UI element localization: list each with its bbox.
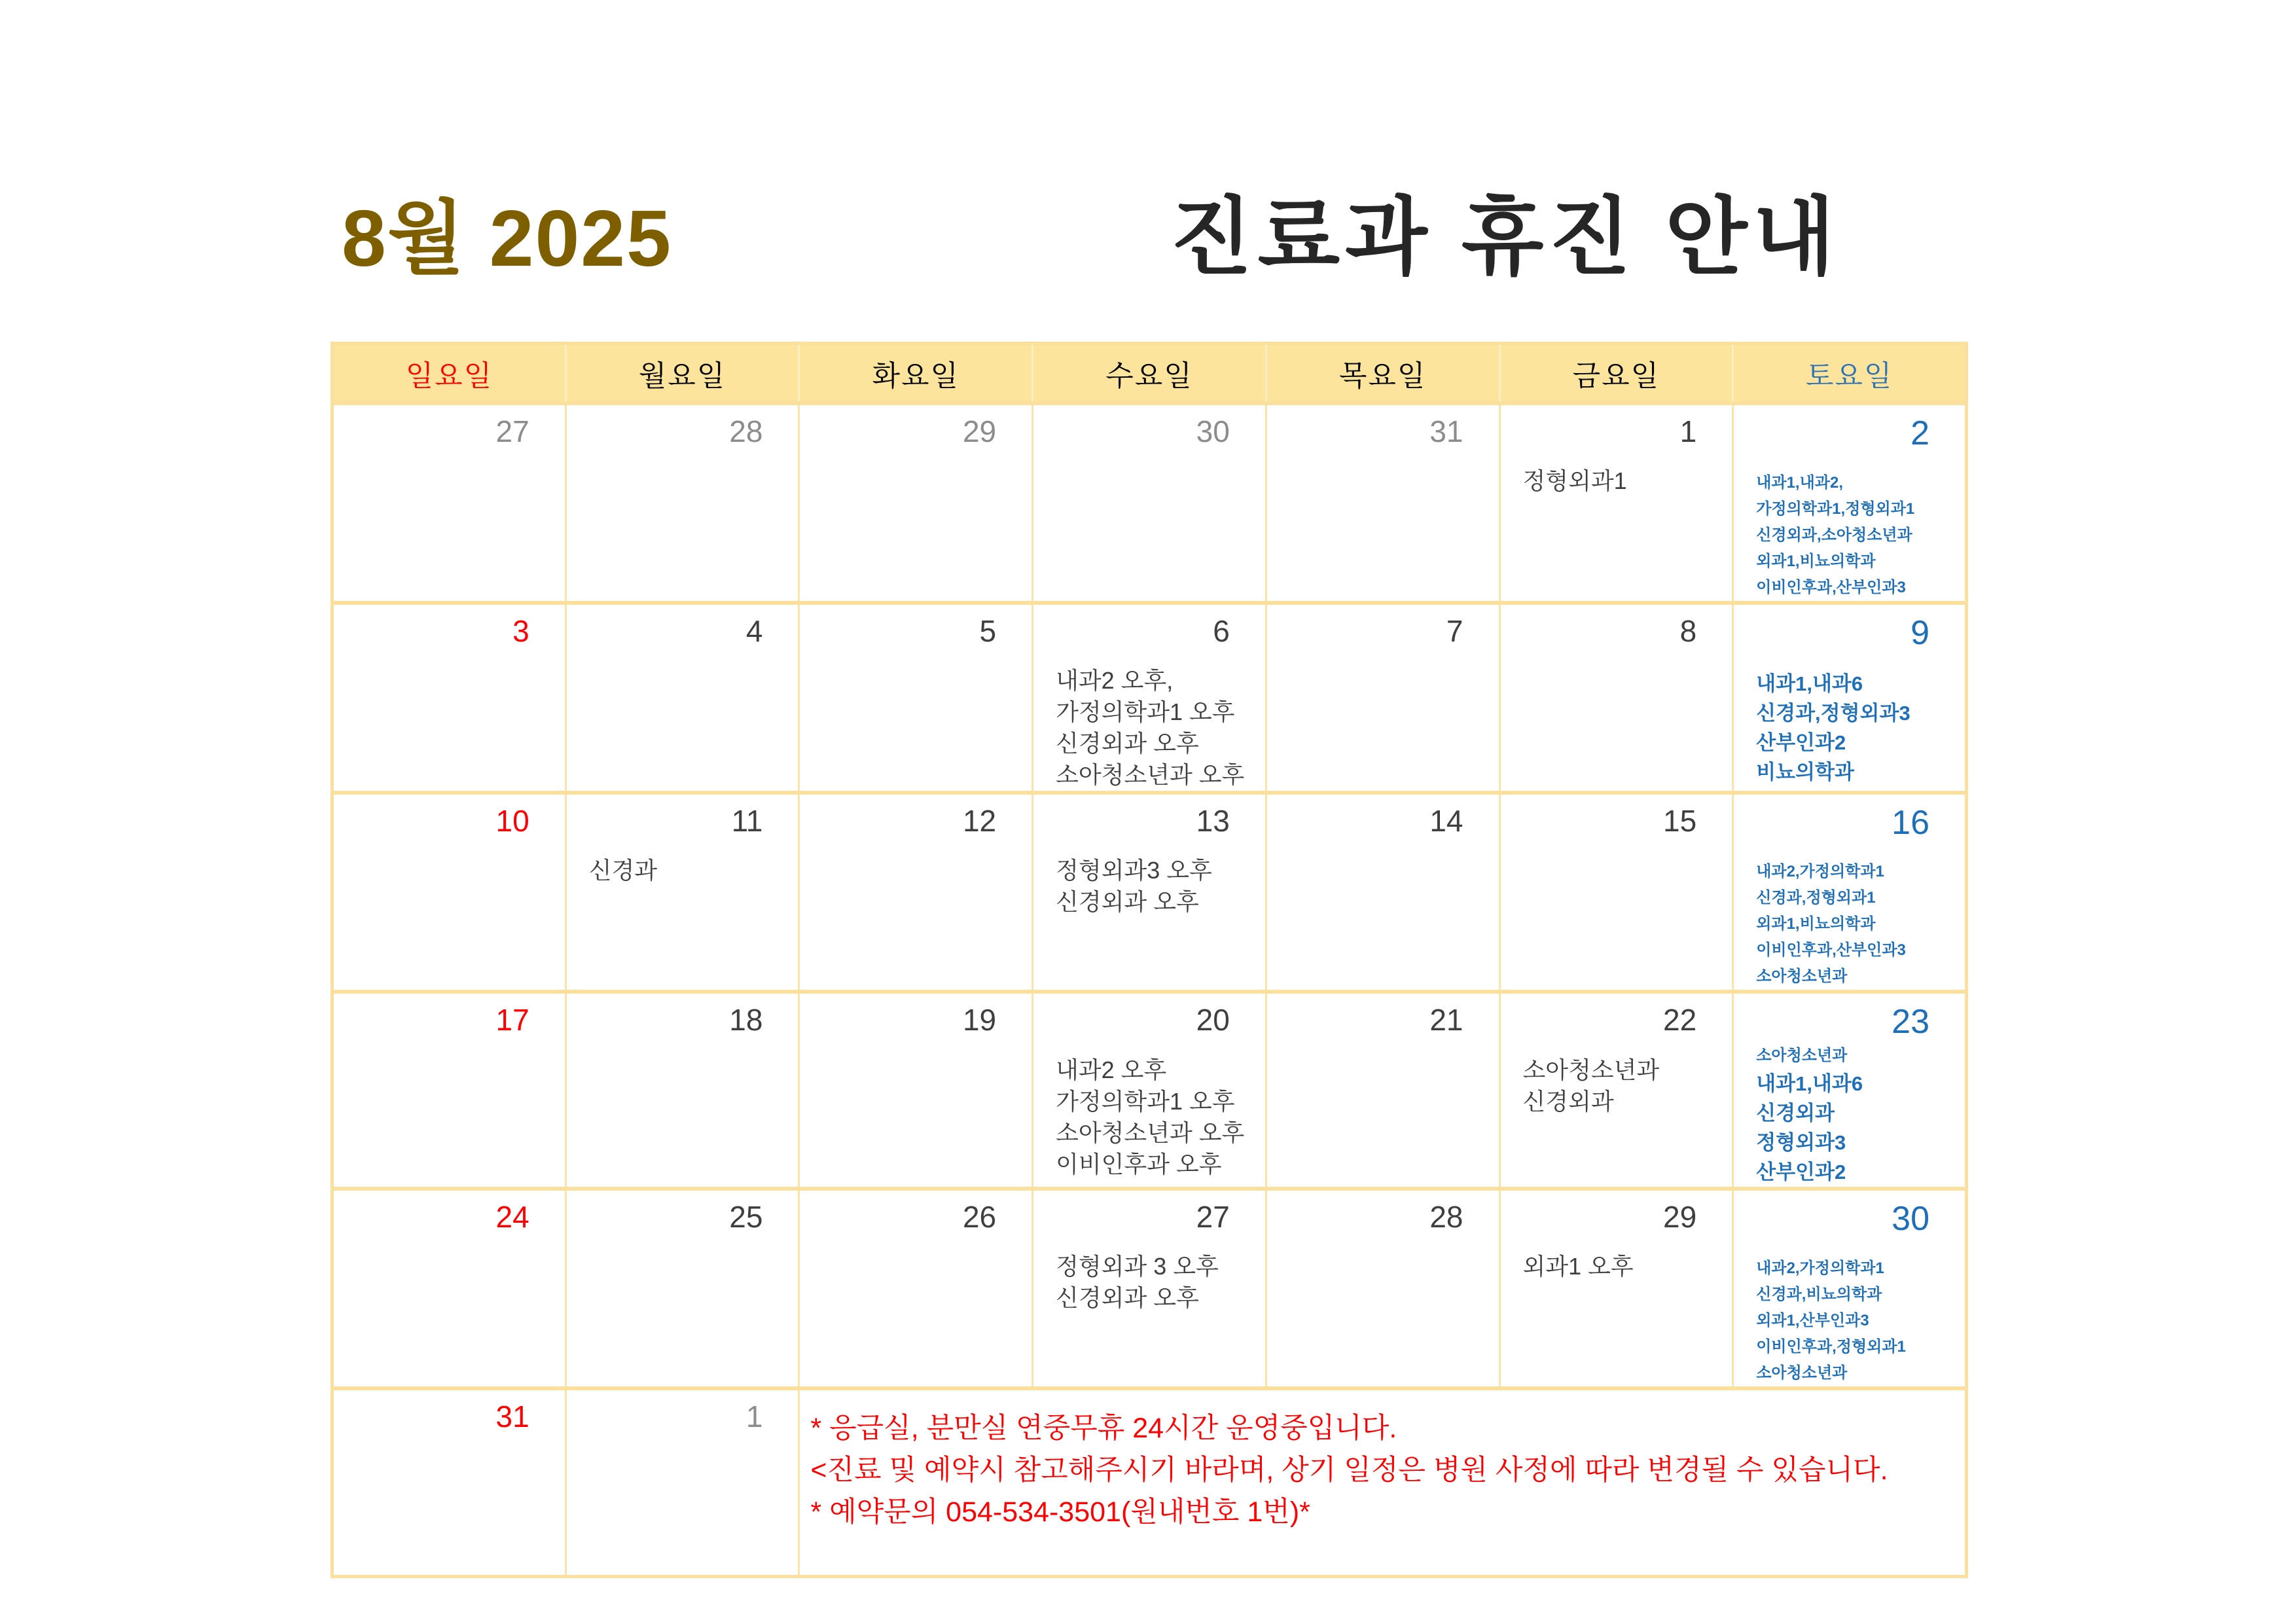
day-cell [565,793,799,992]
day-cell [799,992,1033,1189]
schedule-entry: 이비인후과 오후 [1056,1150,1222,1178]
day-cell [332,1388,566,1577]
date-number: 3 [512,613,529,648]
schedule-entry: 신경과,정형외과1 [1756,889,1876,907]
schedule-entry: 내과2 오후 [1056,1056,1167,1083]
schedule-entry: 소아청소년과 오후 [1056,761,1245,788]
date-number: 27 [495,414,529,448]
day-cell [565,1388,799,1577]
schedule-entries [1734,651,1965,787]
date-number: 1 [745,1399,763,1434]
date-number: 27 [1196,1200,1230,1235]
day-cell [1499,992,1733,1189]
date-number: 14 [1429,803,1463,838]
day-header-saturday: 토요일 [1733,344,1967,404]
day-cell [1033,992,1266,1189]
date-number: 7 [1446,613,1463,648]
date-number: 8 [1679,613,1697,648]
schedule-entry: 소아청소년과 [1756,967,1848,986]
schedule-entries [1033,647,1265,791]
date-number: 28 [729,414,763,448]
day-cell [332,1189,566,1388]
date-number: 31 [495,1399,529,1434]
day-cell [1266,793,1499,992]
day-cell [565,603,799,793]
day-cell [1266,403,1499,603]
day-cell [332,403,566,603]
date-number: 30 [1892,1200,1929,1238]
schedule-entries [567,837,798,886]
date-number: 29 [1663,1200,1697,1235]
date-number: 25 [729,1200,763,1235]
day-cell [1266,992,1499,1189]
schedule-entry: 신경과,비뇨의학과 [1756,1285,1882,1303]
schedule-entry: 가정의학과1 오후 [1056,1087,1235,1115]
date-number: 28 [1429,1200,1463,1235]
date-number: 15 [1663,803,1697,838]
schedule-entries [1734,1040,1965,1187]
schedule-entry: 내과1,내과6 [1756,672,1863,696]
day-header-tuesday: 화요일 [799,344,1033,404]
notes-text-block [800,1390,1965,1533]
page-title-notice: 진료과 휴진 안내 [1170,189,1840,285]
schedule-entry: 정형외과1 [1522,467,1627,495]
schedule-entry: 내과1,내과2, [1756,473,1843,492]
day-cell [565,1189,799,1388]
date-number: 30 [1196,414,1230,448]
day-cell [332,793,566,992]
schedule-entry: 신경외과 오후 [1056,888,1199,916]
date-number: 12 [962,803,997,838]
day-cell [1266,603,1499,793]
date-number: 17 [495,1003,529,1038]
calendar-week-row [332,1388,1967,1577]
date-number: 20 [1196,1003,1230,1038]
schedule-entries [1033,1036,1265,1180]
schedule-entry: 가정의학과1 오후 [1056,698,1235,725]
date-number: 5 [979,613,997,648]
schedule-entry: 신경외과 [1756,1102,1835,1125]
schedule-entry: 외과1 오후 [1522,1253,1634,1280]
schedule-entry: 가정의학과1,정형외과1 [1756,499,1915,518]
day-header-friday: 금요일 [1499,344,1733,404]
schedule-entries [1734,840,1965,990]
date-number: 23 [1892,1003,1929,1041]
day-cell [799,603,1033,793]
schedule-entry: 소아청소년과 [1522,1056,1660,1083]
date-number: 16 [1892,803,1929,842]
page-title-month: 8월 2025 [342,194,673,283]
schedule-entry: 외과1,비뇨의학과 [1756,915,1876,933]
schedule-entries [1501,447,1732,497]
day-cell [1033,793,1266,992]
schedule-entry: 소아청소년과 [1756,1047,1848,1065]
date-number: 9 [1910,613,1929,652]
note-line: * 응급실, 분만실 연중무휴 24시간 운영중입니다. [810,1412,1397,1444]
date-number: 6 [1213,613,1230,648]
day-cell [565,992,799,1189]
schedule-entry: 신경외과 [1522,1087,1614,1115]
schedule-entry: 신경외과 오후 [1056,1284,1199,1312]
schedule-entry: 외과1,비뇨의학과 [1756,552,1876,570]
day-cell [332,992,566,1189]
day-cell [1033,403,1266,603]
day-cell [799,1189,1033,1388]
date-number: 29 [962,414,997,448]
calendar-body [332,403,1967,1576]
day-cell [565,403,799,603]
schedule-entry: 비뇨의학과 [1756,761,1854,784]
day-cell [1733,603,1967,793]
day-cell [1499,603,1733,793]
schedule-entries [1033,1233,1265,1314]
schedule-entry: 정형외과3 오후 [1056,857,1212,884]
day-header-wednesday: 수요일 [1033,344,1266,404]
date-number: 19 [962,1003,997,1038]
day-cell [1499,1189,1733,1388]
day-cell [1499,403,1733,603]
day-cell [799,793,1033,992]
calendar-week-row [332,403,1967,603]
schedule-entry: 신경외과,소아청소년과 [1756,526,1912,544]
schedule-entries [1033,837,1265,918]
day-cell [332,603,566,793]
date-number: 4 [745,613,763,648]
calendar-header-row [332,344,1967,404]
notes-cell [799,1388,1967,1577]
date-number: 2 [1910,414,1929,452]
day-header-thursday: 목요일 [1266,344,1499,404]
date-number: 18 [729,1003,763,1038]
day-cell [1033,1189,1266,1388]
schedule-entry: 신경과 [588,857,658,884]
schedule-entry: 이비인후과,산부인과3 [1756,941,1906,960]
schedule-entry: 정형외과3 [1756,1131,1846,1155]
date-number: 31 [1429,414,1463,448]
schedule-entries [1734,452,1965,601]
note-line: * 예약문의 054-534-3501(원내번호 1번)* [810,1496,1310,1528]
schedule-entry: 내과2,가정의학과1 [1756,863,1884,881]
calendar-week-row [332,603,1967,793]
schedule-entries [1501,1036,1732,1117]
calendar-week-row [332,992,1967,1189]
date-number: 10 [495,803,529,838]
schedule-entry: 산부인과2 [1756,1161,1846,1184]
schedule-entry: 이비인후과,정형외과1 [1756,1337,1906,1356]
schedule-entry: 내과2 오후, [1056,666,1174,694]
day-header-sunday: 일요일 [332,344,566,404]
day-cell [1033,603,1266,793]
date-number: 21 [1429,1003,1463,1038]
date-number: 1 [1679,414,1697,448]
day-cell [799,403,1033,603]
day-cell [1733,793,1967,992]
day-cell [1266,1189,1499,1388]
date-number: 22 [1663,1003,1697,1038]
date-number: 26 [962,1200,997,1235]
schedule-entry: 외과1,산부인과3 [1756,1311,1869,1329]
schedule-entry: 신경과,정형외과3 [1756,702,1910,725]
date-number: 13 [1196,803,1230,838]
schedule-entries [1734,1237,1965,1386]
schedule-entry: 산부인과2 [1756,731,1846,755]
date-number: 24 [495,1200,529,1235]
day-header-monday: 월요일 [565,344,799,404]
holiday-calendar [331,342,1968,1578]
schedule-entry: 신경외과 오후 [1056,729,1199,757]
schedule-entry: 소아청소년과 오후 [1056,1119,1245,1146]
schedule-entries [1501,1233,1732,1282]
schedule-entry: 이비인후과,산부인과3 [1756,578,1906,596]
schedule-entry: 내과1,내과6 [1756,1072,1863,1096]
day-cell [1499,793,1733,992]
schedule-entry: 정형외과 3 오후 [1056,1253,1219,1280]
calendar-week-row [332,793,1967,992]
schedule-entry: 내과2,가정의학과1 [1756,1259,1884,1277]
note-line: <진료 및 예약시 참고해주시기 바라며, 상기 일정은 병원 사정에 따라 변경될 수 있습니다. [810,1454,1888,1486]
date-number: 11 [731,803,763,838]
schedule-entry: 소아청소년과 [1756,1363,1848,1382]
day-cell [1733,992,1967,1189]
calendar-week-row [332,1189,1967,1388]
day-cell [1733,1189,1967,1388]
day-cell [1733,403,1967,603]
